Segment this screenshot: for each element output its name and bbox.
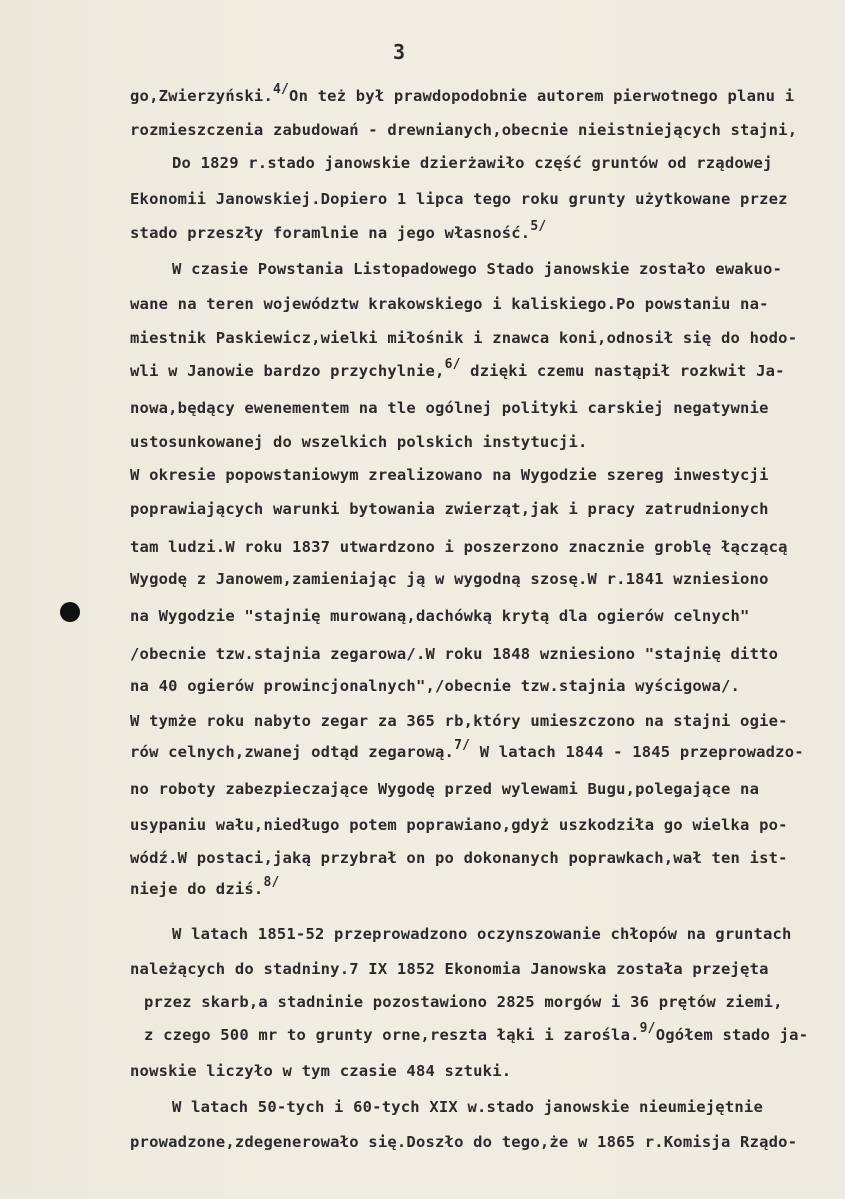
text-line: wli w Janowie bardzo przychylnie,$^{6/}$ dzięki czemu nastąpił rozkwit Ja- <box>130 357 785 380</box>
footnote-ref: 4/ <box>272 82 290 97</box>
text-line: poprawiających warunki bytowania zwierząt,jak i pracy zatrudnionych <box>130 500 769 518</box>
text-line: go,Zwierzyński.$^{4/}$On też był prawdopodobnie autorem pierwotnego planu i <box>130 82 795 105</box>
text-line: W latach 50-tych i 60-tych XIX w.stado janowskie nieumiejętnie <box>172 1098 763 1116</box>
text-line: wódź.W postaci,jaką przybrał on po dokonanych poprawkach,wał ten ist- <box>130 849 788 867</box>
text-line: rozmieszczenia zabudowań - drewnianych,obecnie nieistniejących stajni, <box>130 121 798 139</box>
text-line: W czasie Powstania Listopadowego Stado janowskie zostało ewakuo- <box>172 260 783 278</box>
text-line: na Wygodzie "stajnię murowaną,dachówką krytą dla ogierów celnych" <box>130 607 750 625</box>
text-line: rów celnych,zwanej odtąd zegarową.$^{7/}$ W latach 1844 - 1845 przeprowadzo- <box>130 738 804 761</box>
text-line: stado przeszły foramlnie na jego własność.$^{5/}$ <box>130 219 547 242</box>
text-line: na 40 ogierów prowincjonalnych",/obecnie tzw.stajnia wyścigowa/. <box>130 677 741 695</box>
text-line: nowskie liczyło w tym czasie 484 sztuki. <box>130 1062 512 1080</box>
footnote-ref: 7/ <box>454 738 471 753</box>
text-line: nowa,będący ewenementem na tle ogólnej polityki carskiej negatywnie <box>130 399 769 417</box>
text-line: miestnik Paskiewicz,wielki miłośnik i znawca koni,odnosił się do hodo- <box>130 329 798 347</box>
footnote-ref: 5/ <box>530 219 547 234</box>
text-line: wane na teren województw krakowskiego i kaliskiego.Po powstaniu na- <box>130 295 769 313</box>
page-number: 3 <box>393 40 406 64</box>
text-line: Do 1829 r.stado janowskie dzierżawiło część gruntów od rządowej <box>172 154 773 172</box>
footnote-ref: 9/ <box>639 1021 656 1036</box>
footnote-ref: 6/ <box>444 357 461 372</box>
text-line: Ekonomii Janowskiej.Dopiero 1 lipca tego roku grunty użytkowane przez <box>130 190 788 208</box>
text-line: nieje do dziś.$^{8/}$ <box>130 875 280 898</box>
text-line: tam ludzi.W roku 1837 utwardzono i poszerzono znacznie groblę łączącą <box>130 538 788 556</box>
text-line: no roboty zabezpieczające Wygodę przed wylewami Bugu,polegające na <box>130 780 760 798</box>
text-line: /obecnie tzw.stajnia zegarowa/.W roku 1848 wzniesiono "stajnię ditto <box>130 645 779 663</box>
text-line: z czego 500 mr to grunty orne,reszta łąki i zarośla.$^{9/}$Ogółem stado ja- <box>144 1021 809 1044</box>
text-line: W latach 1851-52 przeprowadzono oczynszowanie chłopów na gruntach <box>172 925 792 943</box>
text-line: prowadzone,zdegenerowało się.Doszło do tego,że w 1865 r.Komisja Rządo- <box>130 1133 798 1151</box>
text-line: Wygodę z Janowem,zamieniając ją w wygodną szosę.W r.1841 wzniesiono <box>130 570 769 588</box>
footnote-ref: 8/ <box>263 875 280 890</box>
text-line: W okresie popowstaniowym zrealizowano na Wygodzie szereg inwestycji <box>130 466 769 484</box>
text-line: W tymże roku nabyto zegar za 365 rb,który umieszczono na stajni ogie- <box>130 712 788 730</box>
text-line: ustosunkowanej do wszelkich polskich instytucji. <box>130 433 588 451</box>
punch-hole-mark <box>60 602 80 622</box>
text-line: przez skarb,a stadninie pozostawiono 2825 morgów i 36 prętów ziemi, <box>144 993 783 1011</box>
text-line: usypaniu wału,niedługo potem poprawiano,gdyż uszkodziła go wielka po- <box>130 816 788 834</box>
text-line: należących do stadniny.7 IX 1852 Ekonomia Janowska została przejęta <box>130 960 769 978</box>
